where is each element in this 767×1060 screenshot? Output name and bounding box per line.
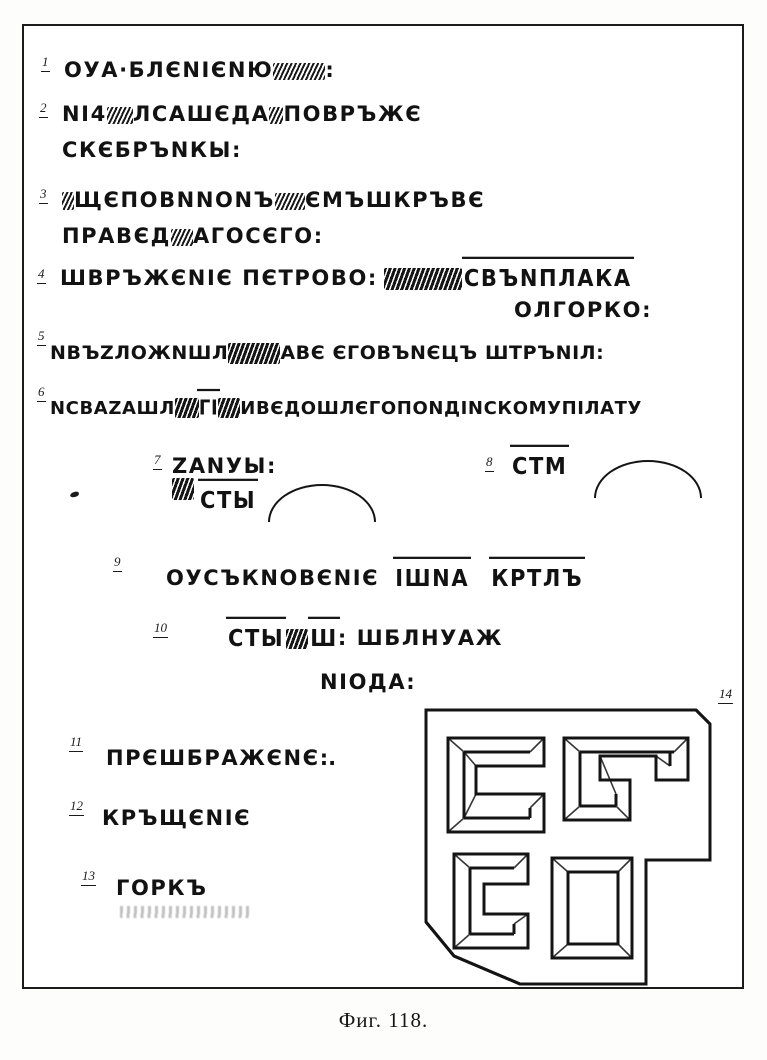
line-1-text: ОУА·БЛЄNIЄNЮ [64,58,274,82]
line-2-text-end: ПОВРЪЖЄ [283,102,423,126]
line-number-9: 9 [114,554,121,569]
line-1-text-end: : [325,58,336,82]
inscription-line-5 [50,342,604,366]
line-number-1: 1 [42,54,49,69]
inscription-line-4b [514,298,652,322]
ink-blot [172,478,194,500]
ink-blot [107,107,133,124]
inscription-line-1 [64,58,335,82]
line-number-3: 3 [40,186,47,201]
line-6-text-end: ИВЄДОШЛЄГОПОNДINСКОМУПIЛАТУ [240,398,643,419]
line-number-6: 6 [38,384,45,399]
inscription-plate [22,24,744,989]
line-number-5: 5 [38,328,45,343]
line-2-text-mid: ЛСАШЄДА [132,102,270,126]
ink-blot [218,398,240,418]
line-6-text: NСВАZАШЛ [50,398,175,419]
inscription-line-12 [102,806,251,830]
arc-mark-7 [268,484,376,522]
line-7-text: ZАNУЫ: [172,454,278,478]
line-number-11: 11 [70,734,83,749]
inscription-line-9 [166,566,583,590]
line-2-text: NI4 [62,102,107,126]
line-11-text: ПРЄШБРАЖЄNЄ [106,746,320,770]
line-number-12: 12 [70,798,83,813]
inscription-line-2b [62,138,242,162]
line-10-text-mid: Ш [310,624,338,652]
line-number-4: 4 [38,266,45,281]
line-5-text-end: АВЄ ЄГОВЪNЄЦЪ ШТРЪNIЛ: [280,342,605,364]
line-8-abbrev: СТМ [512,452,568,480]
inscription-line-2 [62,102,422,126]
line-4-text-second: ОЛГОРКО: [514,298,653,322]
line-number-7: 7 [154,452,161,467]
ink-blot [275,193,305,210]
ink-blot [384,268,462,290]
line-number-8: 8 [486,454,493,469]
line-3-text-second-end: АГОСЄГО: [192,224,324,248]
line-2-text-second: СКЄБРЪNКЫ: [62,138,243,162]
line-9-abbrev-1: IШNА [395,564,470,592]
line-13-text: ГОРКЪ [116,876,208,900]
inscription-line-10 [228,626,503,651]
inscription-line-7b [200,488,256,512]
line-12-text: КРЪЩЄNIЄ [102,806,252,830]
line-10-text-end: : ШБЛНУАЖ [337,626,504,650]
ink-blot [273,63,325,80]
line-9-abbrev-2: КРТЛЪ [491,564,584,592]
line-6-abbrev: ГІ [198,396,219,421]
line-number-13: 13 [82,868,95,883]
inscription-line-4 [60,266,632,292]
line-4-text: ШВРЪЖЄNIЄ ПЄТРОВО: [60,266,378,290]
pencil-annotation [120,906,250,918]
line-11-text-end: :. [319,746,337,770]
line-number-2: 2 [40,100,47,115]
line-4-abbrev: СВЪNПЛАКА [463,264,632,292]
ink-blot [269,107,283,124]
line-9-text: ОУСЪКNОВЄNIЄ [166,566,380,590]
line-5-text: NВЪZЛОЖNШЛ [50,342,229,364]
ink-speck [70,491,80,498]
arc-mark-8 [594,460,702,498]
ink-blot [175,398,199,418]
inscription-line-3b [62,224,324,248]
line-3-text: ЩЄПОВNNОNЪ [74,188,275,212]
ink-blot [171,229,193,246]
inscription-line-3 [62,188,485,212]
line-7-abbrev: СТЫ [200,486,257,514]
inscription-line-11 [106,746,336,770]
line-3-text-second: ПРАВЄД [62,224,171,248]
line-10-abbrev: СТЫ [228,624,285,652]
line-number-10: 10 [154,620,167,635]
ornament-number: 14 [719,686,732,701]
carved-ornament-drawing [424,708,712,988]
figure-caption: Фиг. 118. [338,1008,429,1032]
inscription-line-6 [50,398,642,420]
line-10-text-second: NIОДА: [320,670,417,694]
ink-blot [286,629,308,649]
inscription-line-10b [320,670,416,694]
ink-blot [62,192,74,210]
inscription-line-8 [512,454,567,478]
inscription-line-13 [116,876,208,900]
ink-blot [228,343,280,364]
line-3-text-end: ШКРЪВЄ [365,188,486,212]
line-3-text-mid: ЄМЪ [305,188,366,212]
inscription-line-7 [172,454,277,478]
